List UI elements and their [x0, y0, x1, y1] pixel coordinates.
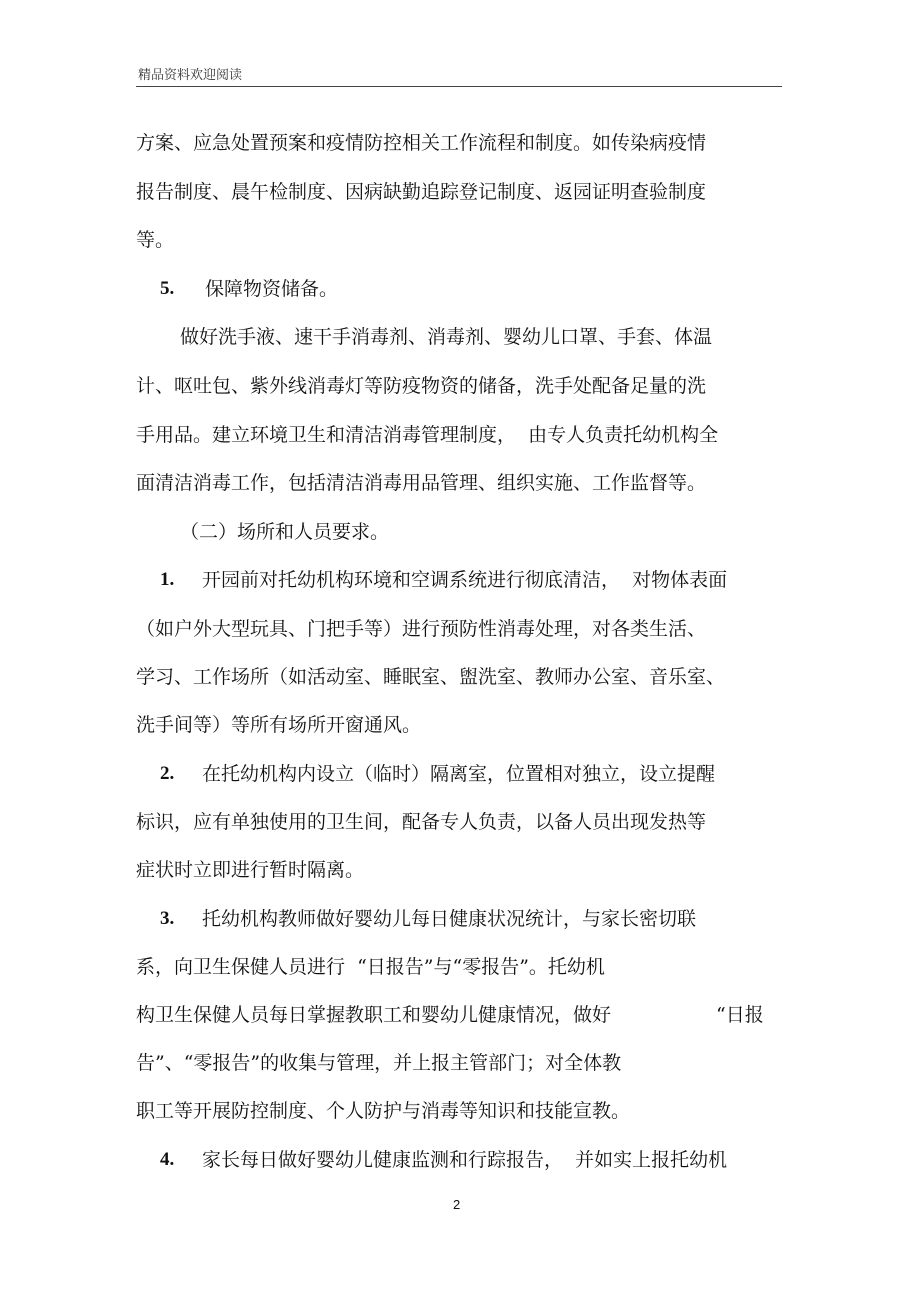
text-line: 告”、“零报告”的收集与管理，并上报主管部门；对全体教 — [136, 1052, 622, 1074]
text-line: 在托幼机构内设立（临时）隔离室，位置相对独立，设立提醒 — [202, 763, 716, 785]
text-line: 面清洁消毒工作，包括清洁消毒用品管理、组织实施、工作监督等。 — [136, 472, 707, 494]
text-line: 构卫生保健人员每日掌握教职工和婴幼儿健康情况，做好 — [136, 1004, 612, 1026]
page-header: 精品资料欢迎阅读 — [138, 68, 243, 83]
text-line: 系，向卫生保健人员进行 “日报告”与“零报告”。托幼机 — [136, 956, 605, 978]
text-line: 手用品。建立环境卫生和清洁消毒管理制度， 由专人负责托幼机构全 — [136, 424, 719, 446]
text-line: 做好洗手液、速干手消毒剂、消毒剂、婴幼儿口罩、手套、体温 — [180, 326, 713, 348]
text-line: 标识，应有单独使用的卫生间，配备专人负责，以备人员出现发热等 — [136, 811, 707, 833]
item-number: 2. — [160, 763, 175, 784]
section-heading: 保障物资储备。 — [205, 278, 339, 300]
item-number: 4. — [160, 1149, 175, 1170]
page-number: 2 — [453, 1197, 461, 1212]
text-line: 计、呕吐包、紫外线消毒灯等防疫物资的储备，洗手处配备足量的洗 — [136, 375, 707, 397]
text-line: （如户外大型玩具、门把手等）进行预防性消毒处理，对各类生活、 — [136, 618, 707, 640]
text-line: 症状时立即进行暂时隔离。 — [136, 859, 365, 881]
item-number: 1. — [160, 569, 175, 590]
text-line: 开园前对托幼机构环境和空调系统进行彻底清洁， 对物体表面 — [202, 569, 728, 591]
text-line: 等。 — [136, 229, 175, 251]
text-line: 报告制度、晨午检制度、因病缺勤追踪登记制度、返园证明查验制度 — [136, 181, 707, 203]
section-heading: （二）场所和人员要求。 — [180, 521, 390, 543]
text-line: 洗手间等）等所有场所开窗通风。 — [136, 714, 422, 736]
text-line: 家长每日做好婴幼儿健康监测和行踪报告， 并如实上报托幼机 — [202, 1149, 728, 1171]
header-rule — [136, 86, 782, 87]
item-number: 5. — [160, 278, 175, 299]
text-line: 托幼机构教师做好婴幼儿每日健康状况统计，与家长密切联 — [202, 908, 697, 930]
item-number: 3. — [160, 908, 175, 929]
text-line: 学习、工作场所（如活动室、睡眠室、盥洗室、教师办公室、音乐室、 — [136, 666, 726, 688]
text-line: 方案、应急处置预案和疫情防控相关工作流程和制度。如传染病疫情 — [136, 132, 707, 154]
text-line: “日报 — [716, 1004, 764, 1026]
text-line: 职工等开展防控制度、个人防护与消毒等知识和技能宣教。 — [136, 1100, 631, 1122]
